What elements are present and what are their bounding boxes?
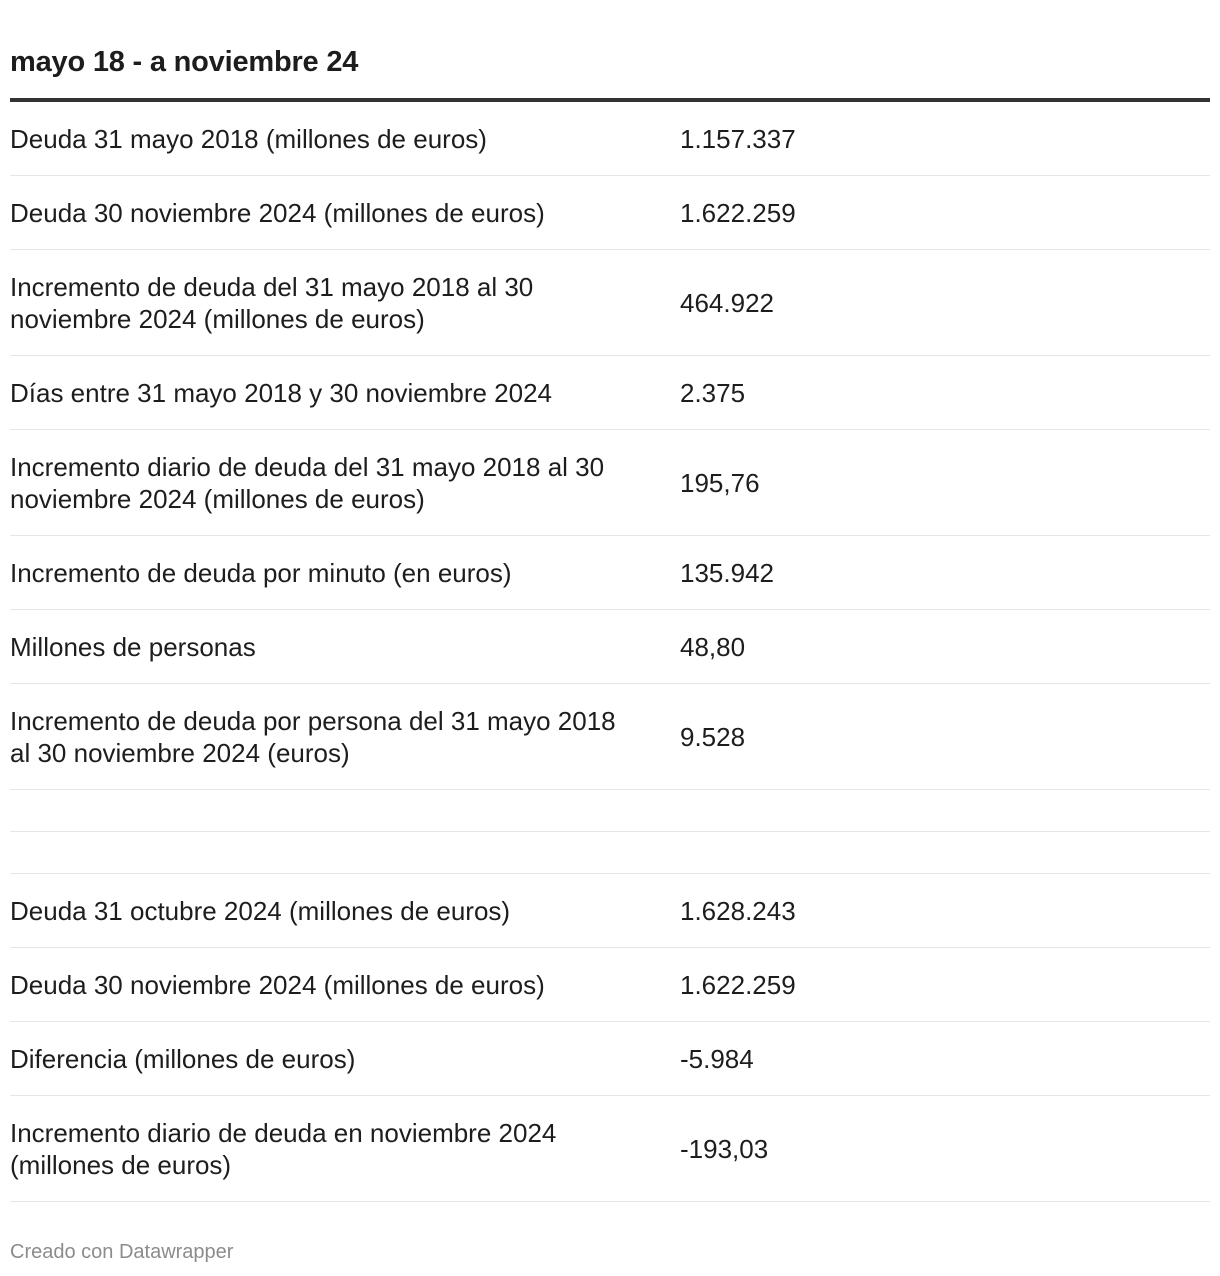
data-table	[10, 98, 1210, 1202]
row-label: Incremento de deuda por minuto (en euros)	[10, 536, 680, 610]
row-label: Incremento diario de deuda en noviembre 2024 (millones de euros)	[10, 1096, 680, 1202]
table-row	[10, 430, 1210, 536]
table-row	[10, 610, 1210, 684]
row-value: 1.157.337	[680, 102, 1210, 176]
row-label: Deuda 30 noviembre 2024 (millones de euros)	[10, 948, 680, 1022]
table-row	[10, 356, 1210, 430]
table-row	[10, 874, 1210, 948]
chart-title: mayo 18 - a noviembre 24	[10, 46, 359, 78]
table-row	[10, 102, 1210, 176]
row-value: 9.528	[680, 684, 1210, 790]
row-label: Diferencia (millones de euros)	[10, 1022, 680, 1096]
row-value: 2.375	[680, 356, 1210, 430]
row-label: Deuda 30 noviembre 2024 (millones de euros)	[10, 176, 680, 250]
row-value: -193,03	[680, 1096, 1210, 1202]
row-value: 48,80	[680, 610, 1210, 684]
row-value: 1.622.259	[680, 948, 1210, 1022]
table	[10, 102, 1210, 1202]
table-row	[10, 250, 1210, 356]
row-label: Millones de personas	[10, 610, 680, 684]
table-row	[10, 536, 1210, 610]
row-value: 135.942	[680, 536, 1210, 610]
table-row-empty	[10, 790, 1210, 832]
row-label: Deuda 31 octubre 2024 (millones de euros)	[10, 874, 680, 948]
row-label	[10, 790, 680, 832]
table-row	[10, 1022, 1210, 1096]
table-row-empty	[10, 832, 1210, 874]
row-value: 1.622.259	[680, 176, 1210, 250]
footer-credit: Creado con Datawrapper	[10, 1241, 234, 1263]
table-row	[10, 684, 1210, 790]
row-value: -5.984	[680, 1022, 1210, 1096]
row-value: 1.628.243	[680, 874, 1210, 948]
row-label	[10, 832, 680, 874]
row-label: Incremento de deuda por persona del 31 mayo 2018 al 30 noviembre 2024 (euros)	[10, 684, 680, 790]
row-label: Incremento diario de deuda del 31 mayo 2018 al 30 noviembre 2024 (millones de euros)	[10, 430, 680, 536]
row-value	[680, 832, 1210, 874]
table-row	[10, 176, 1210, 250]
row-value: 464.922	[680, 250, 1210, 356]
row-label: Días entre 31 mayo 2018 y 30 noviembre 2024	[10, 356, 680, 430]
row-label: Deuda 31 mayo 2018 (millones de euros)	[10, 102, 680, 176]
table-row	[10, 1096, 1210, 1202]
row-value: 195,76	[680, 430, 1210, 536]
row-value	[680, 790, 1210, 832]
table-row	[10, 948, 1210, 1022]
row-label: Incremento de deuda del 31 mayo 2018 al 30 noviembre 2024 (millones de euros)	[10, 250, 680, 356]
